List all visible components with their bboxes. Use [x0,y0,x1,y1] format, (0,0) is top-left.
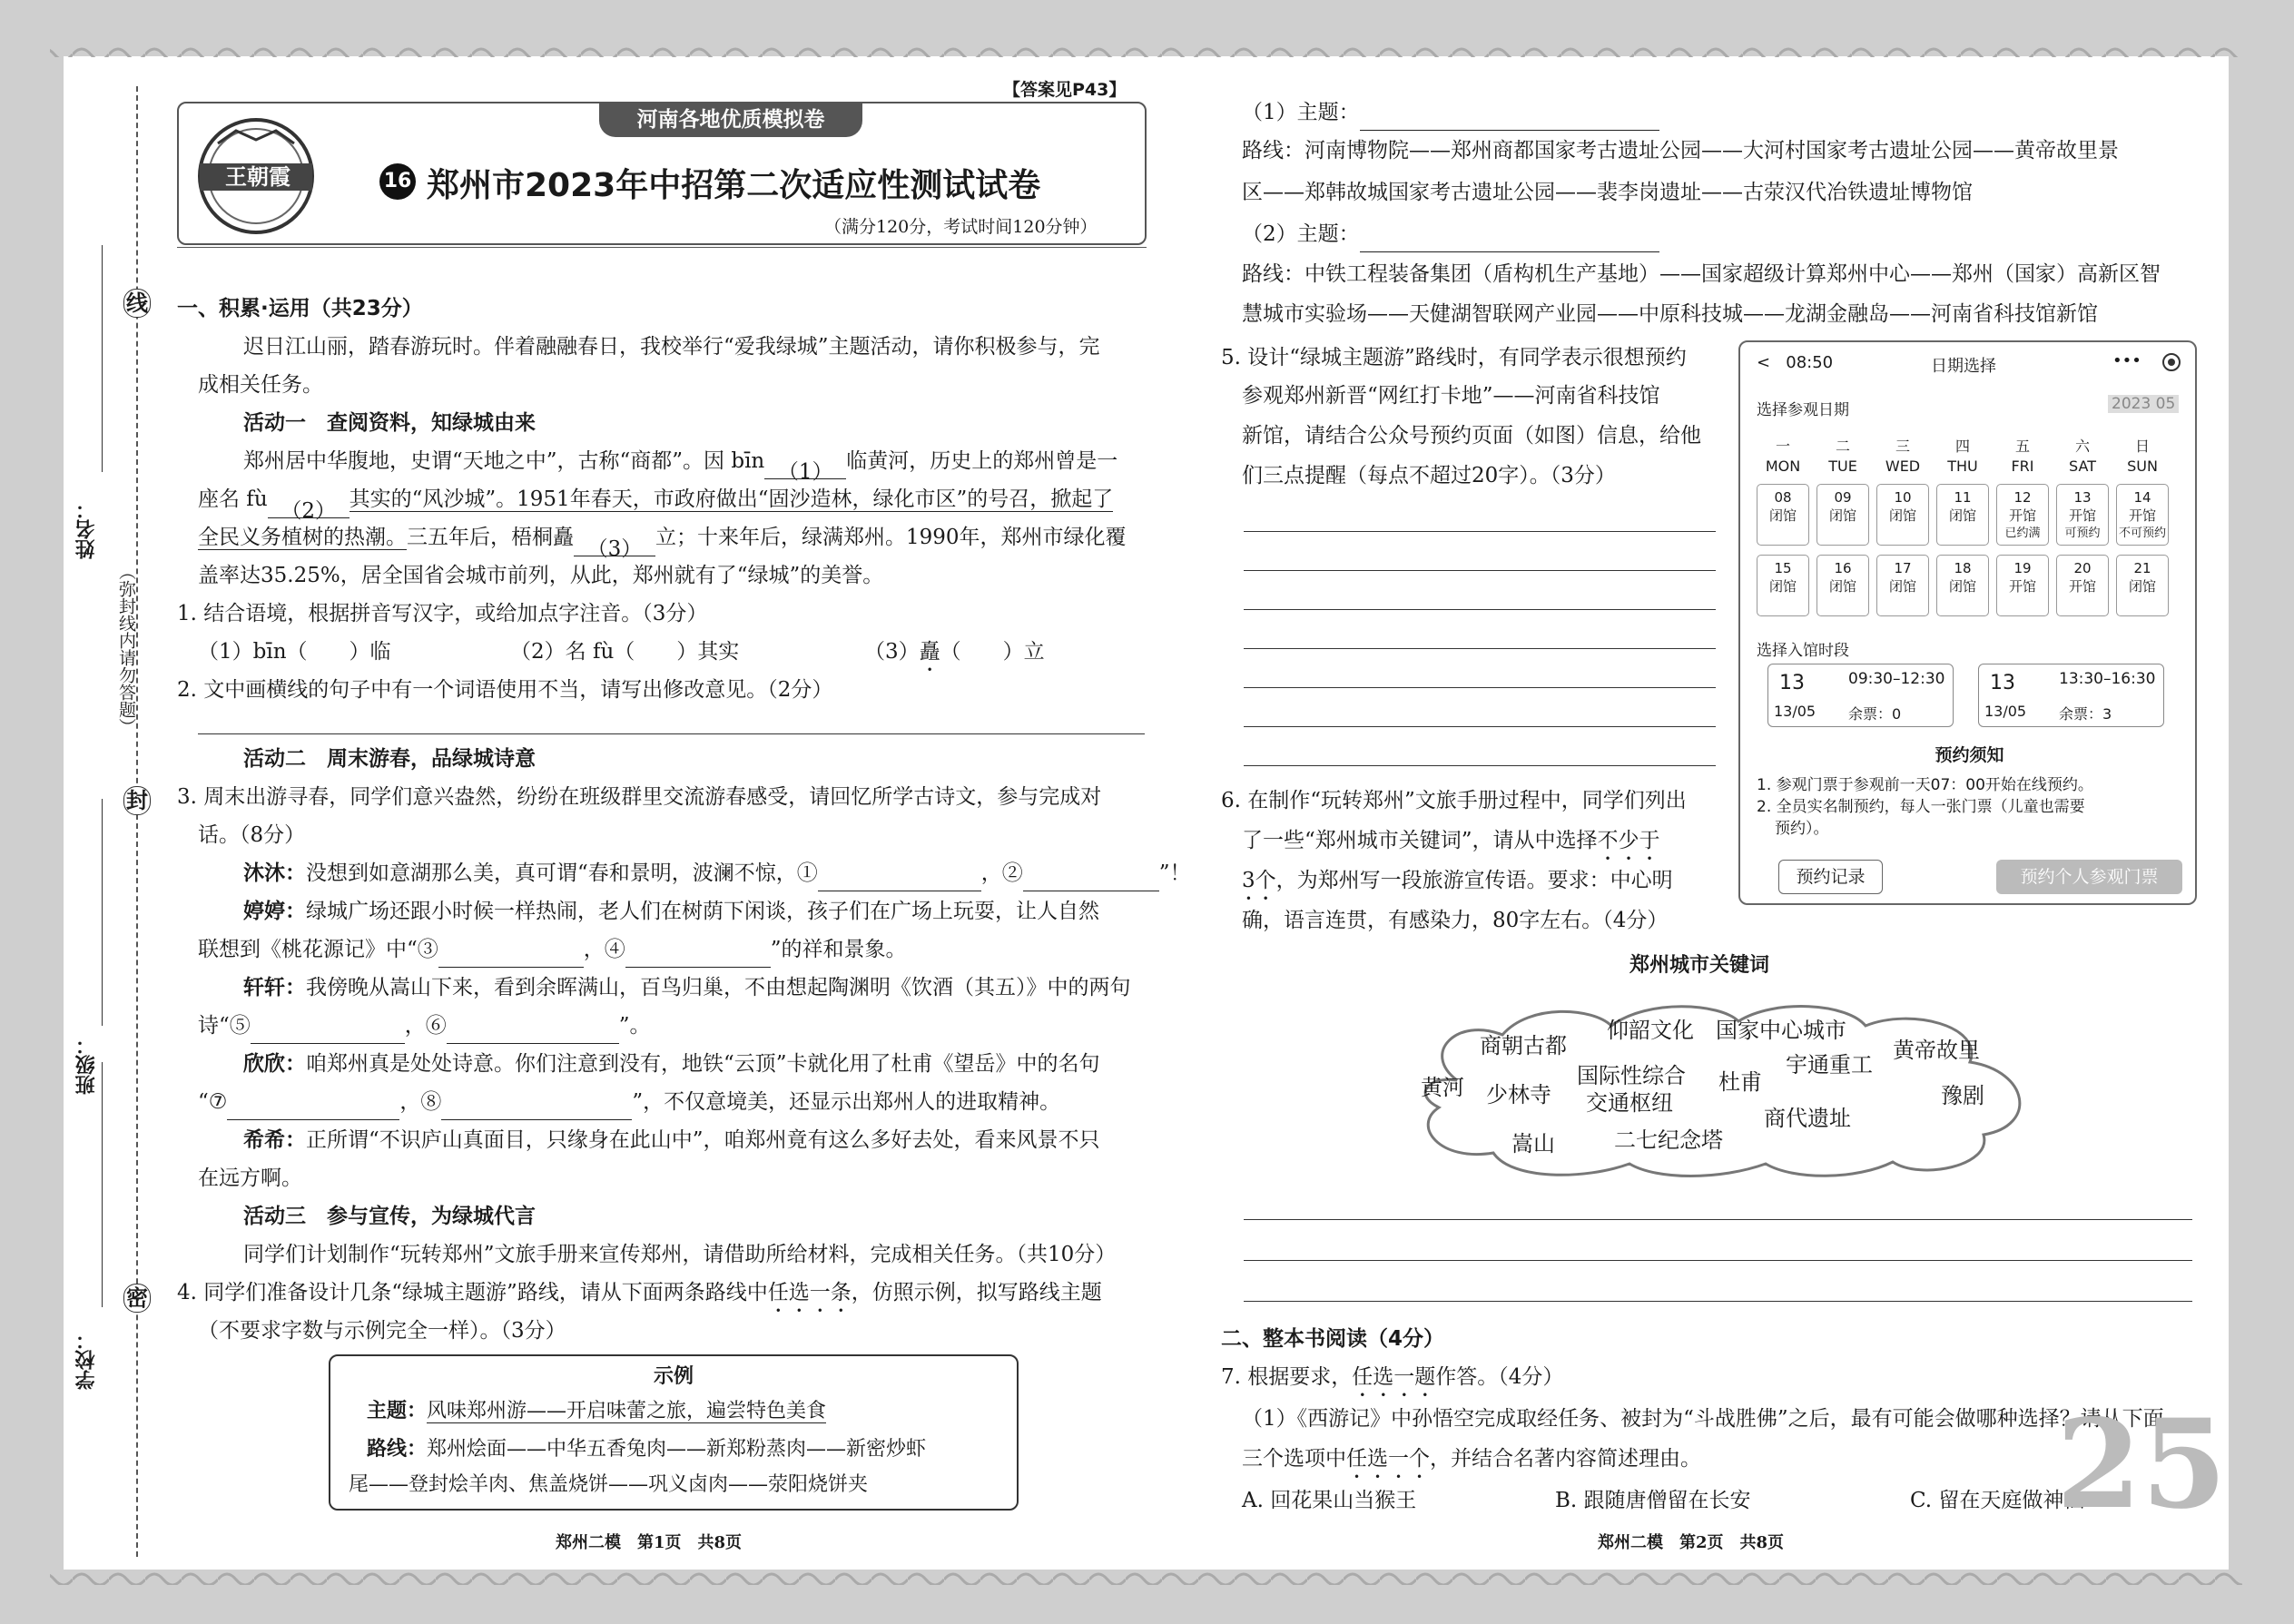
line-mark: 线 [123,289,151,318]
blank-poem-7[interactable] [227,1095,399,1120]
name-label: 姓名： [75,499,98,559]
slot-afternoon[interactable] [1978,664,2164,727]
passage-line2 [198,481,1114,523]
q4-emphasis: 任选一条 [767,1281,852,1304]
phone-title: 日期选择 [1931,357,1996,376]
calendar-day-08[interactable]: 08 闭馆 [1757,484,1809,546]
blank-1[interactable]: （1） [764,454,846,479]
back-icon[interactable]: < [1757,353,1771,372]
route2-theme-blank[interactable] [1360,227,1659,252]
phone-time: 08:50 [1786,353,1834,372]
q1-part2: （2）名 fù（ ）其实 [510,640,740,664]
dialogue-xixi [243,1122,1100,1158]
intro-line1: 迟日江山丽，踏春游玩时。伴着融融春日，我校举行“爱我绿城”主题活动，请你积极参与，完 [243,335,1100,359]
example-box [329,1354,1019,1511]
q7-emphasis: 任选一个 [1346,1447,1430,1471]
route2-label: （2）主题： [1242,222,1360,246]
route2-line2: 慧城市实验场——天健湖智联网产业园——中原科技城——龙湖金融岛——河南省科技馆新馆 [1242,302,2098,326]
passage-text: 三五年后，梧桐矗 [407,526,574,549]
keyword: 国际性综合 [1577,1063,1686,1088]
route2-line1: 路线：中铁工程装备集团（盾构机生产基地）——国家超级计算郑州中心——郑州（国家）高新区智 [1242,262,2161,286]
speaker-mumu: 沐沐： [243,861,306,885]
booking-phone-screen [1738,340,2197,905]
calendar-day-11[interactable]: 11 闭馆 [1936,484,1989,546]
blank-poem-1[interactable] [818,866,981,891]
dialogue-text: 绿城广场还跟小时候一样热闹，老人们在树荫下闲谈，孩子们在广场上玩耍，让人自然 [306,900,1099,923]
answer-line-q5-6[interactable] [1244,726,1716,727]
book-ticket-button[interactable]: 预约个人参观门票 [1996,860,2182,894]
question-6-line3 [1242,862,1673,905]
notice-2-cont: 预约）。 [1775,820,1829,838]
slot-remaining: 余票：0 [1848,705,1902,723]
keyword: 黄帝故里 [1893,1038,1980,1063]
q7-text: 7. 根据要求， [1221,1365,1353,1389]
calendar-day-15[interactable]: 15 闭馆 [1757,555,1809,616]
route2-theme [1242,216,1659,252]
answer-line-q5-1[interactable] [1244,531,1716,532]
publisher-logo [182,107,331,241]
underlined-sentence: 其实的“风沙城”。1951年春天，市政府做出“固沙造林，绿化市区”的号召，掀起了 [349,487,1114,511]
q4-text: 4. 同学们准备设计几条“绿城主题游”路线，请从下面两条路线中 [177,1281,768,1304]
dialogue-text: 咱郑州真是处处诗意。你们注意到没有，地铁“云顶”卡就化用了杜甫《望岳》中的名句 [306,1052,1100,1076]
section1-heading: 一、积累·运用（共23分） [177,297,423,320]
keyword: 少林寺 [1486,1082,1551,1107]
dialogue-xuanxuan-2 [198,1008,651,1044]
answer-line-q5-3[interactable] [1244,609,1716,610]
passage-line1 [243,443,1118,484]
question-2: 2. 文中画横线的句子中有一个词语使用不当，请写出修改意见。（2分） [177,678,833,702]
q1-part1: （1）bīn（ ）临 [198,640,391,664]
dotted-char: 矗 [919,640,940,664]
calendar-day-16[interactable]: 16 闭馆 [1816,555,1869,616]
question-7-part1-line2 [1242,1441,1701,1483]
question-4-line2: （不要求字数与示例完全一样）。（3分） [198,1319,566,1343]
dialogue-text: ，⑧ [399,1090,442,1114]
weekday-header: 五 FRI [2011,438,2034,475]
close-icon[interactable] [2162,353,2181,371]
speaker-xixi: 希希： [243,1128,306,1152]
label-select-date: 选择参观日期 [1757,401,1849,419]
question-7-part1: （1）《西游记》中孙悟空完成取经任务、被封为“斗战胜佛”之后，最有可能会做哪种选择？请从下面 [1242,1407,2164,1431]
underlined-sentence-end: 全民义务植树的热潮。 [198,526,407,549]
activity3-title: 活动三 参与宣传，为绿城代言 [243,1205,536,1228]
dialogue-text: ”。 [618,1014,651,1038]
activity2-title: 活动二 周末游春，品绿城诗意 [243,747,536,771]
calendar-day-13[interactable]: 13 开馆 可预约 [2056,484,2109,546]
banner: 河南各地优质模拟卷 [599,103,862,137]
slot-day: 13 [1990,672,2015,694]
answer-line-q6-3[interactable] [1244,1301,2192,1302]
calendar-day-17[interactable]: 17 闭馆 [1876,555,1929,616]
q7-text: 三个选项中 [1242,1447,1346,1471]
weekday-header: 日 SUN [2127,438,2158,475]
calendar-day-12[interactable]: 12 开馆 已约满 [1996,484,2049,546]
q1-part3-blank[interactable]: （ ）立 [940,640,1045,664]
dialogue-xinxin-2 [198,1084,1060,1120]
option-a: A. 回花果山当猴王 [1242,1489,1417,1512]
question-4-line1 [177,1275,1102,1317]
answer-reference: 【答案见P43】 [1003,80,1127,100]
slot-time: 09:30–12:30 [1848,670,1945,688]
q7-emphasis: 任选一题 [1352,1365,1436,1389]
passage-text: 临黄河，历史上的郑州曾是一 [846,449,1118,473]
section2-heading: 二、整本书阅读（4分） [1221,1327,1445,1351]
keyword: 交通枢纽 [1586,1090,1673,1116]
question-1: 1. 结合语境，根据拼音写汉字，或给加点字注音。（3分） [177,602,708,625]
keyword: 杜甫 [1718,1069,1762,1095]
header-rule [177,247,1147,248]
dialogue-xixi-2: 在远方啊。 [198,1166,302,1190]
exam-info: （满分120分，考试时间120分钟） [824,217,1098,237]
keyword: 仰韶文化 [1607,1018,1694,1043]
question-6-line2 [1242,822,1660,865]
dialogue-mumu [243,855,1191,891]
passage-text: 立；十来年后，绿满郑州。1990年，郑州市绿化覆 [655,526,1127,549]
answer-line-q2[interactable] [198,733,1145,734]
route1-theme-blank[interactable] [1360,105,1659,131]
school-field[interactable] [102,1062,103,1307]
passage-line4: 盖率达35.25%，居全国省会城市前列，从此，郑州就有了“绿城”的美誉。 [198,564,884,587]
keyword: 国家中心城市 [1716,1018,1846,1043]
dense-mark: 密 [123,1284,151,1313]
question-7 [1221,1359,1563,1402]
option-c: C. 留在天庭做神仙 [1910,1489,2085,1512]
question-5-line1: 5. 设计“绿城主题游”路线时，有同学表示很想预约 [1221,346,1687,369]
keyword: 商代遗址 [1764,1106,1851,1131]
q1-part3 [864,634,1045,676]
booking-record-button[interactable]: 预约记录 [1778,860,1883,894]
keywords-title: 郑州城市关键词 [1629,954,1770,977]
calendar-day-10[interactable]: 10 闭馆 [1876,484,1929,546]
example-theme: 风味郑州游——开启味蕾之旅，遍尝特色美食 [427,1400,827,1422]
calendar-day-20[interactable]: 20 开馆 [2056,555,2109,616]
blank-poem-2[interactable] [1023,866,1159,891]
calendar-day-19[interactable]: 19 开馆 [1996,555,2049,616]
answer-line-q5-2[interactable] [1244,570,1716,571]
question-5-line3: 新馆，请结合公众号预约页面（如图）信息，给他 [1242,424,1701,448]
question-3-line1: 3. 周末出游寻春，同学们意兴盎然，纷纷在班级群里交流游春感受，请回忆所学古诗文，参与完成对 [177,785,1102,809]
dialogue-text: ，⑥ [404,1014,447,1038]
page-number-watermark: 25 [2056,1392,2227,1536]
dialogue-text: ”，不仅意境美，还显示出郑州人的进取精神。 [632,1090,1061,1114]
keyword: 二七纪念塔 [1614,1127,1723,1153]
answer-line-q5-4[interactable] [1244,648,1716,649]
speaker-xinxin: 欣欣： [243,1052,306,1076]
notice-1: 1. 参观门票于参观前一天07：00开始在线预约。 [1757,776,2093,794]
keyword: 豫剧 [1941,1083,1984,1108]
dialogue-tingting [243,893,1099,930]
speaker-tingting: 婷婷： [243,900,306,923]
slot-remaining: 余票：3 [2059,705,2112,723]
question-5-line2: 参观郑州新晋“网红打卡地”——河南省科技馆 [1242,384,1660,408]
activity3-intro: 同学们计划制作“玩转郑州”文旅手册来宣传郑州，请借助所给材料，完成相关任务。（共10分） [243,1243,1117,1266]
q6-text: ，为郑州写一段旅游宣传语。要求：中心明 [1275,869,1673,892]
answer-line-q6-1[interactable] [1244,1219,2192,1220]
dialogue-text: ”！ [1158,861,1191,885]
answer-line-q5-5[interactable] [1244,687,1716,688]
weekday-header: 二 TUE [1828,438,1857,475]
keyword: 嵩山 [1511,1131,1555,1156]
speaker-xuanxuan: 轩轩： [243,976,306,999]
label-select-time: 选择入馆时段 [1757,642,1849,660]
footer-right: 郑州二模 第2页 共8页 [1598,1533,1785,1552]
keyword: 商朝古都 [1480,1033,1567,1058]
passage-text: 座名 fù [198,487,268,511]
dialogue-text: 正所谓“不识庐山真面目，只缘身在此山中”，咱郑州竟有这么多好去处，看来风景不只 [306,1128,1100,1152]
more-icon[interactable]: ••• [2112,351,2141,370]
weekday-header: 六 SAT [2069,438,2096,475]
notice-title: 预约须知 [1935,745,2004,765]
route1-label: （1）主题： [1242,101,1360,124]
weekday-header: 一 MON [1765,438,1801,475]
blank-poem-4[interactable] [625,942,771,968]
activity1-title: 活动一 查阅资料，知绿城由来 [243,411,536,435]
intro-line2: 成相关任务。 [198,373,323,397]
blank-poem-5[interactable] [251,1019,405,1044]
slot-date: 13/05 [1984,703,2027,720]
question-6-line4: 确，语言连贯，有感染力，80字左右。（4分） [1242,909,1669,932]
calendar-day-09[interactable]: 09 闭馆 [1816,484,1869,546]
q7-text: 作答。（4分） [1435,1365,1564,1389]
calendar-day-14[interactable]: 14 开馆 不可预约 [2116,484,2169,546]
option-b: B. 跟随唐僧留在长安 [1555,1489,1751,1512]
example-route-cont: 尾——登封烩羊肉、焦盖烧饼——巩义卤肉——荥阳烧饼夹 [349,1473,869,1496]
class-field[interactable] [102,799,103,1026]
dialogue-tingting-2 [198,931,907,968]
dialogue-text: ，④ [583,938,625,961]
class-label: 班级： [75,1035,98,1095]
paper-title: 郑州市2023年中招第二次适应性测试试卷 [427,167,1041,204]
seal-warning: （弥封线内请勿答题） [116,563,136,735]
dialogue-text: 没想到如意湖那么美，真可谓“春和景明，波澜不惊，① [306,861,818,885]
question-6-line1: 6. 在制作“玩转郑州”文旅手册过程中，同学们列出 [1221,789,1687,812]
question-5-line4: 们三点提醒（每点不超过20字）。（3分） [1242,464,1616,487]
calendar-day-21[interactable]: 21 闭馆 [2116,555,2169,616]
keyword: 黄河 [1421,1075,1464,1100]
paper-number: 16 [379,163,416,200]
blank-poem-3[interactable] [438,942,584,968]
blank-poem-6[interactable] [447,1019,619,1044]
dialogue-text: “⑦ [198,1090,228,1114]
blank-poem-8[interactable] [441,1095,632,1120]
example-title: 示例 [653,1365,694,1388]
year-month-picker[interactable] [2108,395,2179,413]
seal-mark: 封 [123,786,151,815]
slot-time: 13:30–16:30 [2059,670,2156,688]
dialogue-xinxin [243,1046,1100,1082]
blank-3[interactable]: （3） [574,531,655,556]
example-theme-label: 主题： [367,1400,428,1422]
answer-line-q5-7[interactable] [1244,765,1716,766]
month-select[interactable]: 05 [2155,395,2176,413]
answer-line-q6-2[interactable] [1244,1260,2192,1261]
slot-morning[interactable] [1767,664,1954,727]
q6-text: 了一些“郑州城市关键词”，请从中选择 [1242,829,1598,852]
dialogue-xuanxuan [243,969,1131,1006]
footer-left: 郑州二模 第1页 共8页 [556,1533,743,1552]
notice-2: 2. 全员实名制预约，每人一张门票（儿童也需要 [1757,798,2085,816]
example-route: 郑州烩面——中华五香兔肉——新郑粉蒸肉——新密炒虾 [427,1438,927,1461]
route1-theme [1242,94,1659,131]
q4-text: ，仿照示例，拟写路线主题 [851,1281,1102,1304]
passage-line3 [198,519,1127,561]
weekday-header: 四 THU [1947,438,1978,475]
dialogue-text: 诗“⑤ [198,1014,251,1038]
passage-text: 郑州居中华腹地，史谓“天地之中”，古称“商都”。因 bīn [243,449,765,473]
example-route-label: 路线： [367,1438,428,1461]
route1-line1: 路线：河南博物院——郑州商都国家考古遗址公园——大河村国家考古遗址公园——黄帝故里景 [1242,139,2119,162]
q1-part3-num: （3） [864,640,920,664]
weekday-header: 三 WED [1885,438,1921,475]
slot-day: 13 [1779,672,1805,694]
blank-2[interactable]: （2） [268,493,350,518]
slot-date: 13/05 [1774,703,1816,720]
calendar-day-18[interactable]: 18 闭馆 [1936,555,1989,616]
keyword: 宇通重工 [1786,1052,1873,1078]
logo-text: 王朝霞 [225,163,290,190]
route1-line2: 区——郑韩故城国家考古遗址公园——裴李岗遗址——古荥汉代冶铁遗址博物馆 [1242,181,1973,204]
dialogue-text: ”的祥和景象。 [770,938,907,961]
school-label: 学校： [75,1330,98,1390]
q7-text: ，并结合名著内容简述理由。 [1430,1447,1701,1471]
q6-emphasis: 不少于 [1597,829,1660,852]
dialogue-text: ，② [980,861,1023,885]
year-select[interactable]: 2023 [2112,395,2151,413]
dialogue-text: 我傍晚从嵩山下来，看到余晖满山，百鸟归巢，不由想起陶渊明《饮酒（其五）》中的两句 [306,976,1131,999]
name-field[interactable] [102,245,103,472]
q6-emphasis-2: 3个 [1242,869,1276,892]
question-3-line2: 话。（8分） [198,823,306,847]
phone-status [1757,353,1833,372]
dialogue-text: 联想到《桃花源记》中“③ [198,938,438,961]
